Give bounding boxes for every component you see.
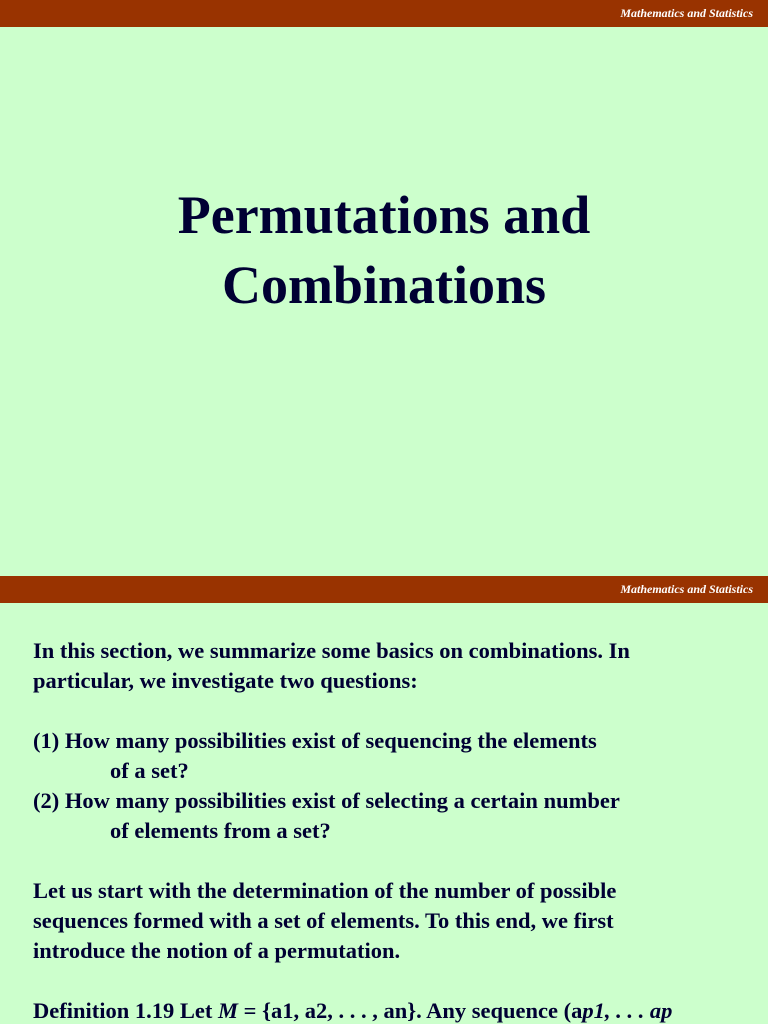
definition-tail: p1, . . . ap [582, 998, 673, 1023]
slide-title-line-1: Permutations and [177, 185, 591, 245]
start-line-1: Let us start with the determination of the number of possible [33, 878, 617, 903]
intro-line-2: particular, we investigate two questions: [33, 668, 418, 693]
question-1-line-2: of a set? [110, 758, 189, 783]
definition-set: = {a [238, 998, 283, 1023]
start-line-2: sequences formed with a set of elements. To this end, we first [33, 908, 614, 933]
content-slide [0, 576, 768, 1024]
slide-title [0, 180, 768, 320]
header-bar [0, 576, 768, 603]
header-bar [0, 0, 768, 27]
definition-var: M [218, 998, 239, 1023]
question-2-line-2: of elements from a set? [110, 818, 331, 843]
definition-rest: 1, a2, . . . , an}. Any sequence (a [282, 998, 583, 1023]
slide-body [33, 636, 753, 1024]
start-line-3: introduce the notion of a permutation. [33, 938, 401, 963]
question-1-line-1: (1) How many possibilities exist of sequencing the elements [33, 728, 597, 753]
header-label: Mathematics and Statistics [620, 6, 753, 20]
definition-line [33, 996, 753, 1024]
question-2-line-1: (2) How many possibilities exist of selecting a certain number [33, 788, 620, 813]
intro-line-1: In this section, we summarize some basics on combinations. In [33, 638, 630, 663]
slide-title-line-2: Combinations [221, 255, 547, 315]
definition-prefix: Definition 1.19 Let [33, 998, 218, 1023]
header-label: Mathematics and Statistics [620, 582, 753, 596]
